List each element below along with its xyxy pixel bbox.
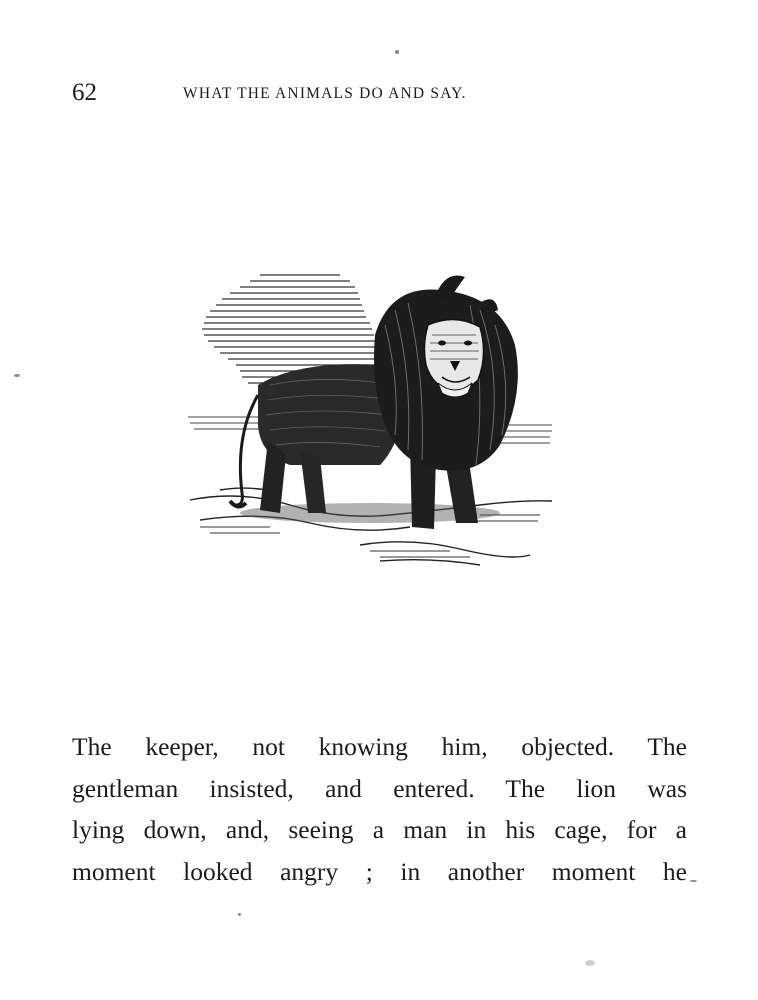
page-number: 62 — [72, 79, 97, 106]
lion-engraving-icon — [180, 265, 560, 585]
paper-speck — [690, 880, 697, 882]
text-line-2: gentleman insisted, and entered. The lion was — [72, 773, 687, 803]
body-paragraph — [72, 726, 687, 892]
running-title: WHAT THE ANIMALS DO AND SAY. — [183, 85, 467, 102]
text-line-3: lying down, and, seeing a man in his cage, for a — [72, 815, 687, 844]
text-line-4: moment looked angry ; in another moment he — [72, 856, 687, 886]
paper-speck — [14, 374, 20, 377]
paper-speck — [585, 960, 595, 966]
lion-illustration — [180, 265, 560, 585]
paper-speck — [238, 913, 241, 916]
paper-speck — [395, 50, 399, 54]
text-line-1: The keeper, not knowing him, objected. The — [72, 732, 687, 761]
page-header — [72, 78, 692, 108]
